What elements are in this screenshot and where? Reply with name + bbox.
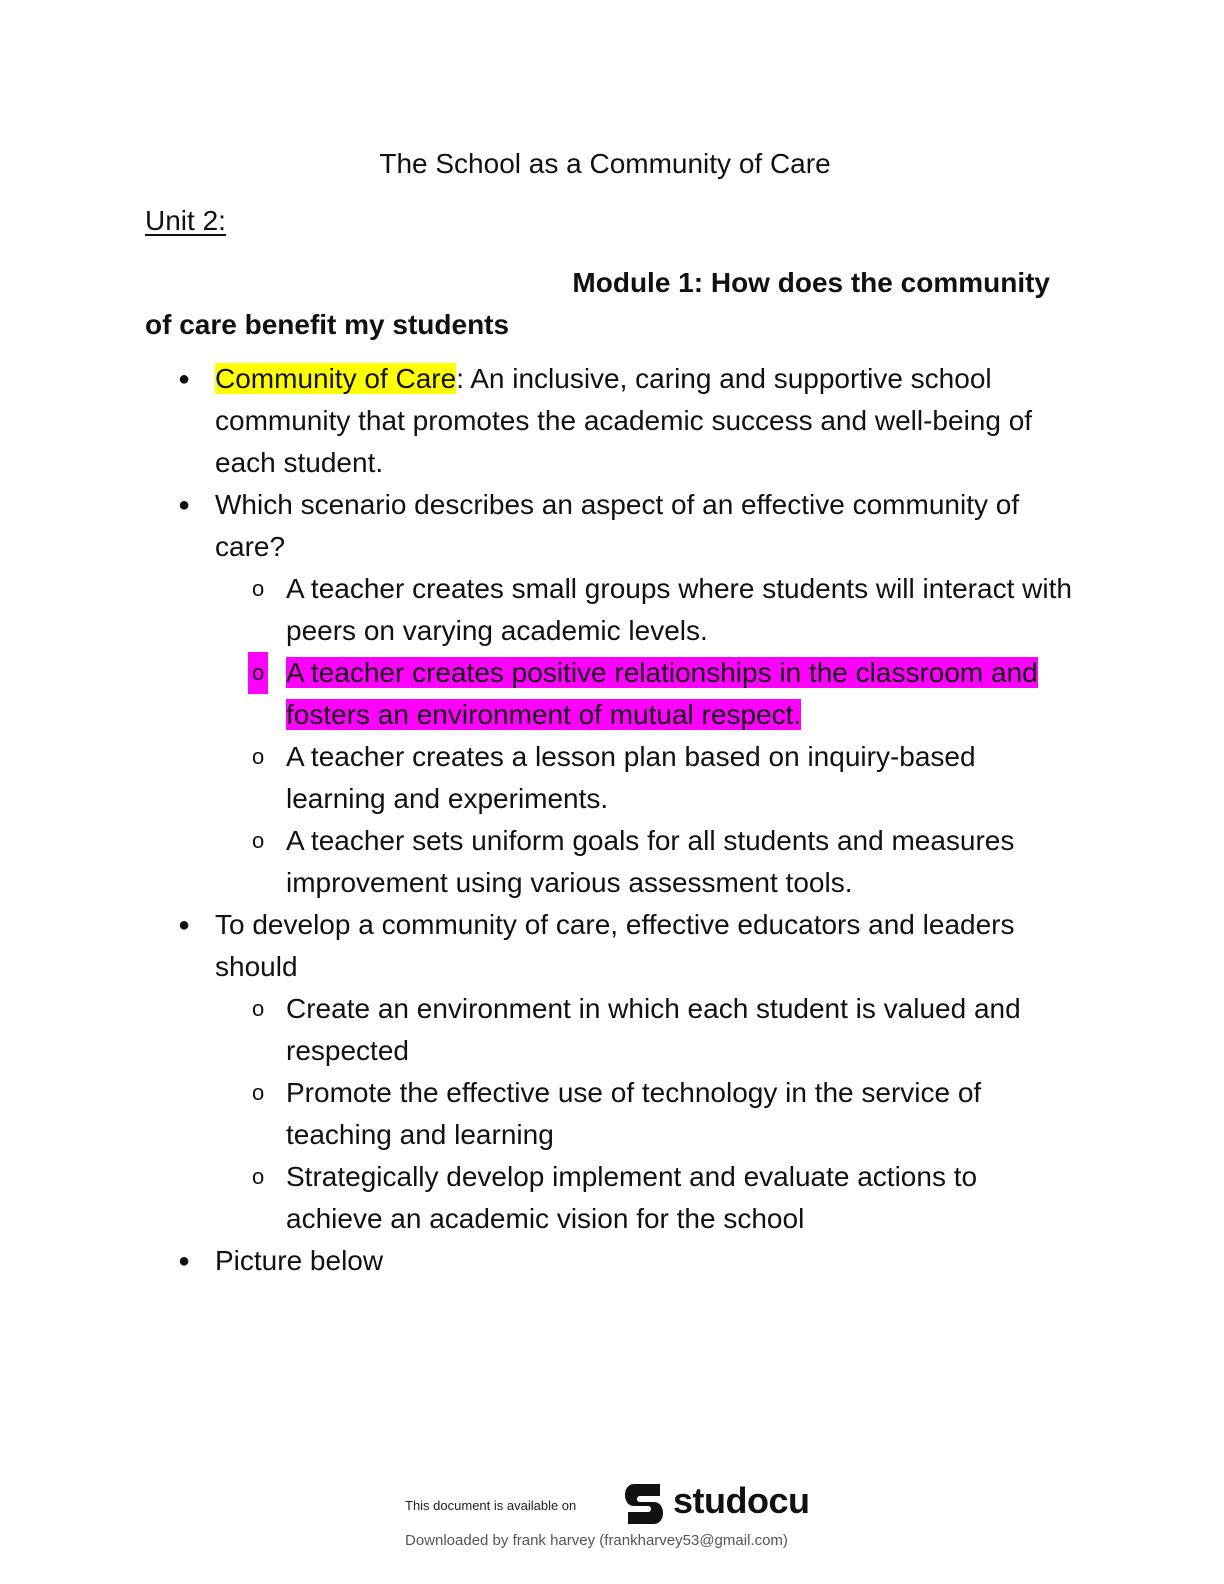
bullet-list xyxy=(0,358,1224,1282)
sub-list-item xyxy=(0,1156,1076,1240)
bullet-marker: ● xyxy=(178,494,191,516)
availability-text: This document is available on xyxy=(405,1498,577,1513)
module-heading xyxy=(145,262,1050,346)
module-heading-line2: of care benefit my students xyxy=(145,309,510,340)
list-item xyxy=(0,1240,1075,1282)
download-attribution: Downloaded by frank harvey (frankharvey53@gmail.com) xyxy=(405,1532,788,1549)
sub-bullet-marker: o xyxy=(252,996,265,1021)
sub-list-item-text: Promote the effective use of technology in the service of teaching and learning xyxy=(286,1077,982,1150)
module-heading-line1: Module 1: How does the community xyxy=(572,267,1050,298)
studocu-brand[interactable]: studocu xyxy=(673,1480,810,1521)
definition-text: : An inclusive, caring and supportive school community that promotes the academic success and well-being of each student. xyxy=(215,363,1033,478)
bullet-marker: ● xyxy=(178,368,191,390)
list-item xyxy=(0,484,1075,568)
document-title: The School as a Community of Care xyxy=(379,148,831,179)
sub-bullet-marker: o xyxy=(252,744,265,769)
answer-option-text: A teacher creates positive relationships in the classroom and fosters an environment of mutual respect. xyxy=(286,657,1038,730)
list-item-text: Picture below xyxy=(215,1245,384,1276)
list-item xyxy=(0,904,1075,988)
highlighted-term: Community of Care xyxy=(215,363,457,394)
answer-option-text: A teacher sets uniform goals for all students and measures improvement using various assessment tools. xyxy=(286,825,1015,898)
answer-option xyxy=(0,820,1076,904)
sub-bullet-marker: o xyxy=(252,1080,265,1105)
bullet-marker: ● xyxy=(178,1250,191,1272)
sub-list-item xyxy=(0,988,1076,1072)
sub-bullet-marker: o xyxy=(252,828,265,853)
sub-bullet-marker: o xyxy=(248,652,268,694)
bullet-marker: ● xyxy=(178,914,191,936)
question-text: Which scenario describes an aspect of an effective community of care? xyxy=(215,489,1020,562)
answer-option-text: A teacher creates small groups where students will interact with peers on varying academic levels. xyxy=(286,573,1072,646)
list-item xyxy=(0,358,1075,484)
studocu-logo-icon xyxy=(620,1482,668,1526)
answer-option xyxy=(0,736,1076,820)
sub-list-item-text: Strategically develop implement and evaluate actions to achieve an academic vision for the school xyxy=(286,1161,978,1234)
sub-bullet-marker: o xyxy=(252,1164,265,1189)
sub-list-item-text: Create an environment in which each student is valued and respected xyxy=(286,993,1021,1066)
answer-option-correct xyxy=(0,652,1076,736)
answer-option-text: A teacher creates a lesson plan based on inquiry-based learning and experiments. xyxy=(286,741,976,814)
unit-heading: Unit 2: xyxy=(145,205,226,236)
sub-bullet-marker: o xyxy=(252,576,265,601)
list-item-text: To develop a community of care, effective educators and leaders should xyxy=(215,909,1015,982)
sub-list-item xyxy=(0,1072,1076,1156)
answer-option xyxy=(0,568,1076,652)
studocu-footer xyxy=(405,1478,825,1558)
